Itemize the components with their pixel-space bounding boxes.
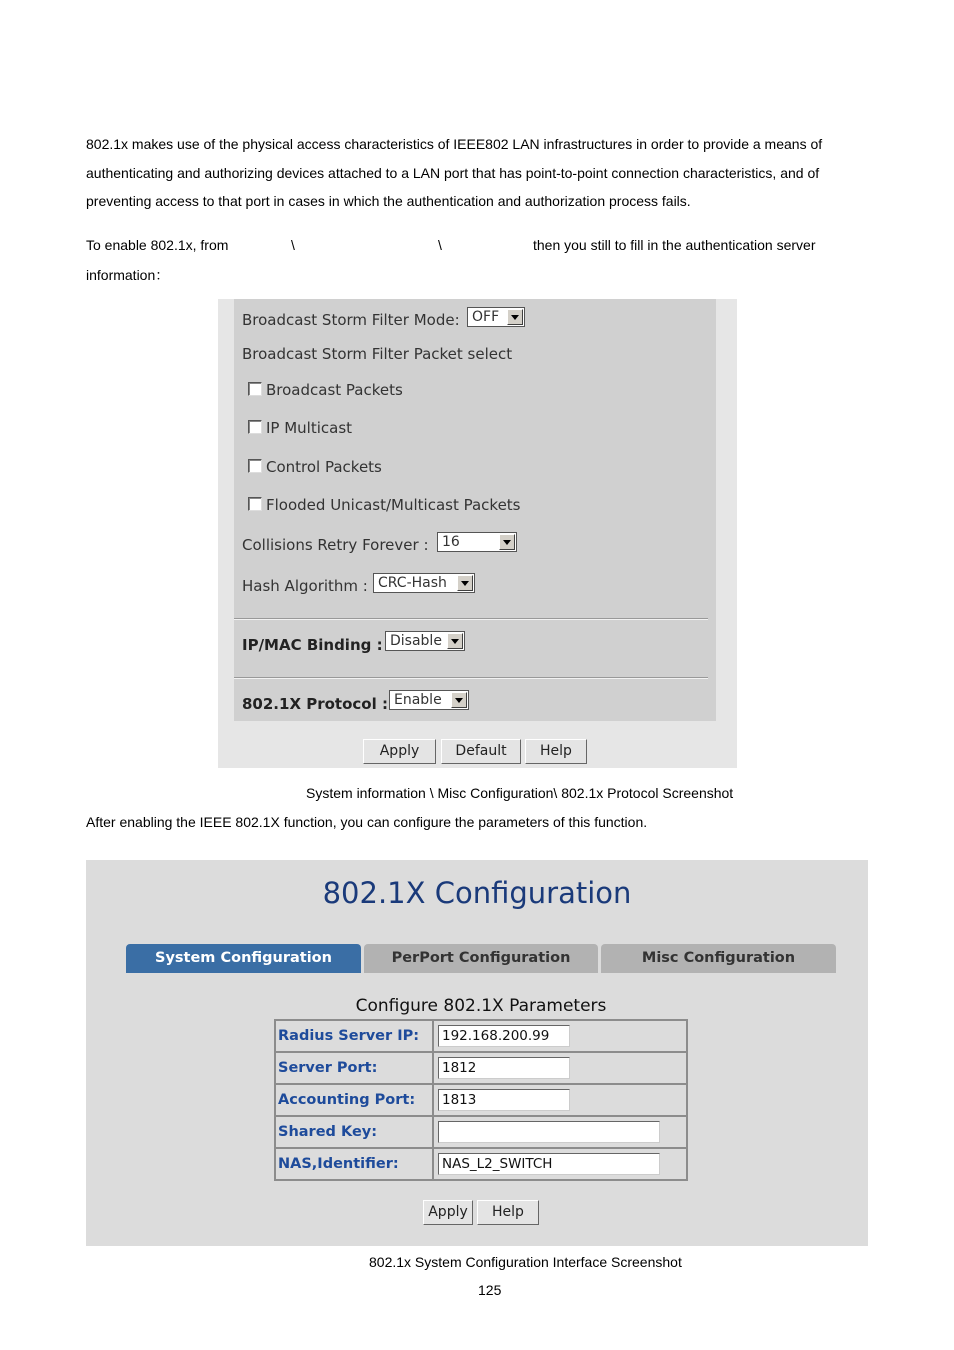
- radius-server-ip-input[interactable]: 192.168.200.99: [438, 1025, 570, 1047]
- hash-algorithm-select[interactable]: [373, 573, 475, 593]
- protocol-label: 802.1X Protocol :: [242, 695, 388, 713]
- radius-server-ip-label: Radius Server IP:: [276, 1021, 434, 1051]
- accounting-port-label: Accounting Port:: [276, 1085, 434, 1115]
- table-row: [276, 1085, 686, 1115]
- broadcast-storm-mode-select[interactable]: [467, 307, 525, 327]
- broadcast-storm-mode-value: OFF: [472, 309, 500, 325]
- default-button[interactable]: Default: [441, 739, 521, 764]
- system-configuration-screenshot: [86, 860, 868, 1246]
- control-packets-label: Control Packets: [266, 458, 382, 476]
- table-row: [276, 1117, 686, 1147]
- ip-multicast-label: IP Multicast: [266, 419, 353, 437]
- broadcast-storm-mode-label: Broadcast Storm Filter Mode:: [242, 311, 460, 329]
- page-title: 802.1X Configuration: [322, 876, 632, 910]
- collisions-retry-label: Collisions Retry Forever :: [242, 536, 429, 554]
- intro-paragraph: 802.1x makes use of the physical access characteristics of IEEE802 LAN infrastructures in order to provide a means of authenticating and authorizing devices attached to a LAN port that has point-to-point connection characteristics, and of preventing access to that port in cases in which the authentication and authorization process fails.: [86, 136, 823, 209]
- accounting-port-input[interactable]: 1813: [438, 1089, 570, 1111]
- chevron-down-icon: [499, 534, 515, 550]
- config-help-button[interactable]: Help: [477, 1200, 539, 1225]
- apply-button[interactable]: Apply: [363, 739, 436, 764]
- divider: [234, 677, 708, 679]
- path-separator: \: [438, 237, 442, 253]
- misc-configuration-panel: [234, 299, 716, 721]
- section-title: Configure 802.1X Parameters: [355, 996, 607, 1016]
- hash-algorithm-label: Hash Algorithm :: [242, 577, 368, 595]
- config-apply-button[interactable]: Apply: [423, 1200, 473, 1225]
- ip-mac-binding-label: IP/MAC Binding :: [242, 636, 383, 654]
- control-packets-checkbox[interactable]: [248, 459, 262, 473]
- after-enable-paragraph: After enabling the IEEE 802.1X function, you can configure the parameters of this function.: [86, 814, 648, 830]
- parameters-table: [274, 1019, 688, 1181]
- chevron-down-icon: [507, 309, 523, 325]
- protocol-select[interactable]: [389, 690, 469, 710]
- flooded-packets-checkbox[interactable]: [248, 497, 262, 511]
- shared-key-label: Shared Key:: [276, 1117, 434, 1147]
- nas-identifier-label: NAS,Identifier:: [276, 1149, 434, 1179]
- shared-key-input[interactable]: [438, 1121, 660, 1143]
- chevron-down-icon: [447, 633, 463, 649]
- broadcast-packets-label: Broadcast Packets: [266, 381, 403, 399]
- help-button[interactable]: Help: [525, 739, 587, 764]
- tab-perport-configuration[interactable]: PerPort Configuration: [364, 944, 598, 973]
- config-screenshot-caption: 802.1x System Configuration Interface Screenshot: [369, 1254, 682, 1270]
- hash-algorithm-value: CRC-Hash: [378, 575, 447, 591]
- ip-mac-binding-value: Disable: [390, 633, 442, 649]
- misc-screenshot-caption: System information \ Misc Configuration\ 802.1x Protocol Screenshot: [306, 785, 734, 801]
- enable-instruction-end: then you still to fill in the authentication server: [533, 237, 816, 253]
- page-number: 125: [478, 1282, 502, 1298]
- enable-instruction-continued: information：: [86, 267, 170, 283]
- misc-configuration-screenshot: [218, 299, 737, 768]
- flooded-packets-label: Flooded Unicast/Multicast Packets: [266, 496, 521, 514]
- server-port-input[interactable]: 1812: [438, 1057, 570, 1079]
- ip-mac-binding-select[interactable]: [385, 631, 465, 651]
- divider: [234, 618, 708, 620]
- table-row: [276, 1021, 686, 1051]
- broadcast-packets-checkbox[interactable]: [248, 382, 262, 396]
- collisions-retry-value: 16: [442, 534, 460, 550]
- tab-system-configuration[interactable]: System Configuration: [126, 944, 361, 973]
- nas-identifier-input[interactable]: NAS_L2_SWITCH: [438, 1153, 660, 1175]
- enable-instruction-start: To enable 802.1x, from: [86, 237, 229, 253]
- chevron-down-icon: [451, 692, 467, 708]
- server-port-label: Server Port:: [276, 1053, 434, 1083]
- packet-select-label: Broadcast Storm Filter Packet select: [242, 345, 513, 363]
- ip-multicast-checkbox[interactable]: [248, 420, 262, 434]
- collisions-retry-select[interactable]: [437, 532, 517, 552]
- tab-misc-configuration[interactable]: Misc Configuration: [601, 944, 836, 973]
- chevron-down-icon: [457, 575, 473, 591]
- table-row: [276, 1149, 686, 1179]
- table-row: [276, 1053, 686, 1083]
- protocol-value: Enable: [394, 692, 442, 708]
- path-separator: \: [291, 237, 295, 253]
